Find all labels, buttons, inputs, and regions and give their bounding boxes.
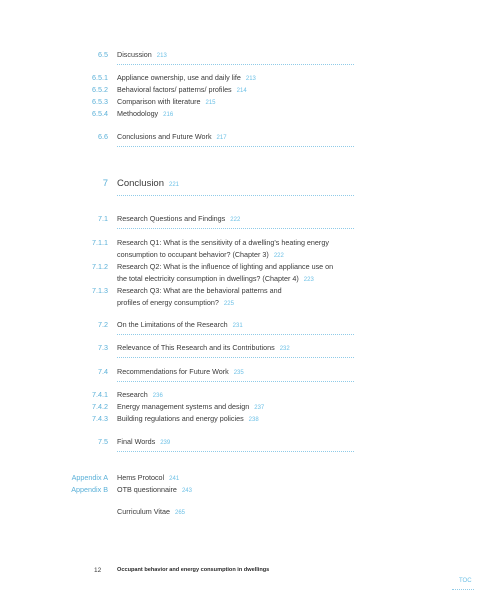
dotted-divider [117,357,354,358]
page-number: 238 [248,417,259,423]
page-number: 221 [169,182,180,188]
section-number: 7.4 [98,367,108,376]
section-number: 6.5.4 [92,109,108,118]
toc-link[interactable]: TOC [459,578,472,584]
section-number: 6.5.1 [92,73,108,82]
dotted-divider [117,64,354,65]
footer-page-number: 12 [94,567,102,574]
toc-link-underline [452,589,474,590]
section-title: Recommendations for Future Work [117,367,229,376]
section-title: Behavioral factors/ patterns/ profiles [117,85,232,94]
section-title: Research Questions and Findings [117,214,226,223]
section-title: Curriculum Vitae [117,507,170,516]
section-title: Research Q3: What are the behavioral patterns and [117,286,282,295]
chapter-title: Conclusion [117,178,164,189]
section-number: 7.1.2 [92,262,108,271]
page-number: 236 [152,393,163,399]
page-number: 237 [254,405,265,411]
page-number: 216 [163,112,174,118]
section-title: Research [117,390,148,399]
section-title: Comparison with literature [117,97,201,106]
section-title: Discussion [117,50,152,59]
dotted-divider [117,195,354,196]
page-number: 225 [223,301,234,307]
section-number: 7.1.3 [92,286,108,295]
section-title: On the Limitations of the Research [117,320,228,329]
page-number: 265 [175,510,186,516]
section-title-continued: consumption to occupant behavior? (Chapter 3) [117,250,269,259]
section-title: Research Q1: What is the sensitivity of a dwelling's heating energy [117,238,329,247]
appendix-label: Appendix B [71,485,108,494]
section-number: 7.4.1 [92,390,108,399]
section-title: Final Words [117,437,156,446]
appendix-title: Hems Protocol [117,473,165,482]
page-number: 214 [236,88,247,94]
section-number: 7.4.2 [92,402,108,411]
page-number: 243 [181,488,192,494]
section-title: Energy management systems and design [117,402,250,411]
page-number: 223 [303,277,314,283]
section-number: 6.5 [98,50,108,59]
section-number: 7.4.3 [92,414,108,423]
section-number: 7.1.1 [92,238,108,247]
page-number: 217 [216,135,227,141]
section-number: 7.1 [98,214,108,223]
dotted-divider [117,381,354,382]
page-number: 231 [232,323,243,329]
page-number: 222 [273,253,284,259]
section-title-continued: profiles of energy consumption? [117,298,219,307]
section-number: 7.2 [98,320,108,329]
section-number: 6.5.3 [92,97,108,106]
section-number: 7.5 [98,437,108,446]
appendix-label: Appendix A [71,473,108,482]
page-number: 213 [245,76,256,82]
footer-book-title: Occupant behavior and energy consumption in dwellings [117,567,270,573]
section-title: Conclusions and Future Work [117,132,212,141]
section-number: 6.5.2 [92,85,108,94]
section-title: Relevance of This Research and its Contributions [117,343,275,352]
page-number: 235 [233,370,244,376]
dotted-divider [117,451,354,452]
dotted-divider [117,228,354,229]
page-number: 241 [169,476,180,482]
appendix-title: OTB questionnaire [117,485,177,494]
page-number: 239 [160,440,171,446]
section-title: Appliance ownership, use and daily life [117,73,241,82]
section-title: Methodology [117,109,159,118]
section-number: 7.3 [98,343,108,352]
dotted-divider [117,334,354,335]
page-number: 232 [279,346,290,352]
section-number: 6.6 [98,132,108,141]
section-title: Research Q2: What is the influence of lighting and appliance use on [117,262,334,271]
dotted-divider [117,146,354,147]
chapter-number: 7 [102,178,108,189]
page-number: 222 [230,217,241,223]
page-number: 215 [205,100,216,106]
page-number: 213 [156,53,167,59]
section-title: Building regulations and energy policies [117,414,244,423]
section-title-continued: the total electricity consumption in dwellings? (Chapter 4) [117,274,299,283]
